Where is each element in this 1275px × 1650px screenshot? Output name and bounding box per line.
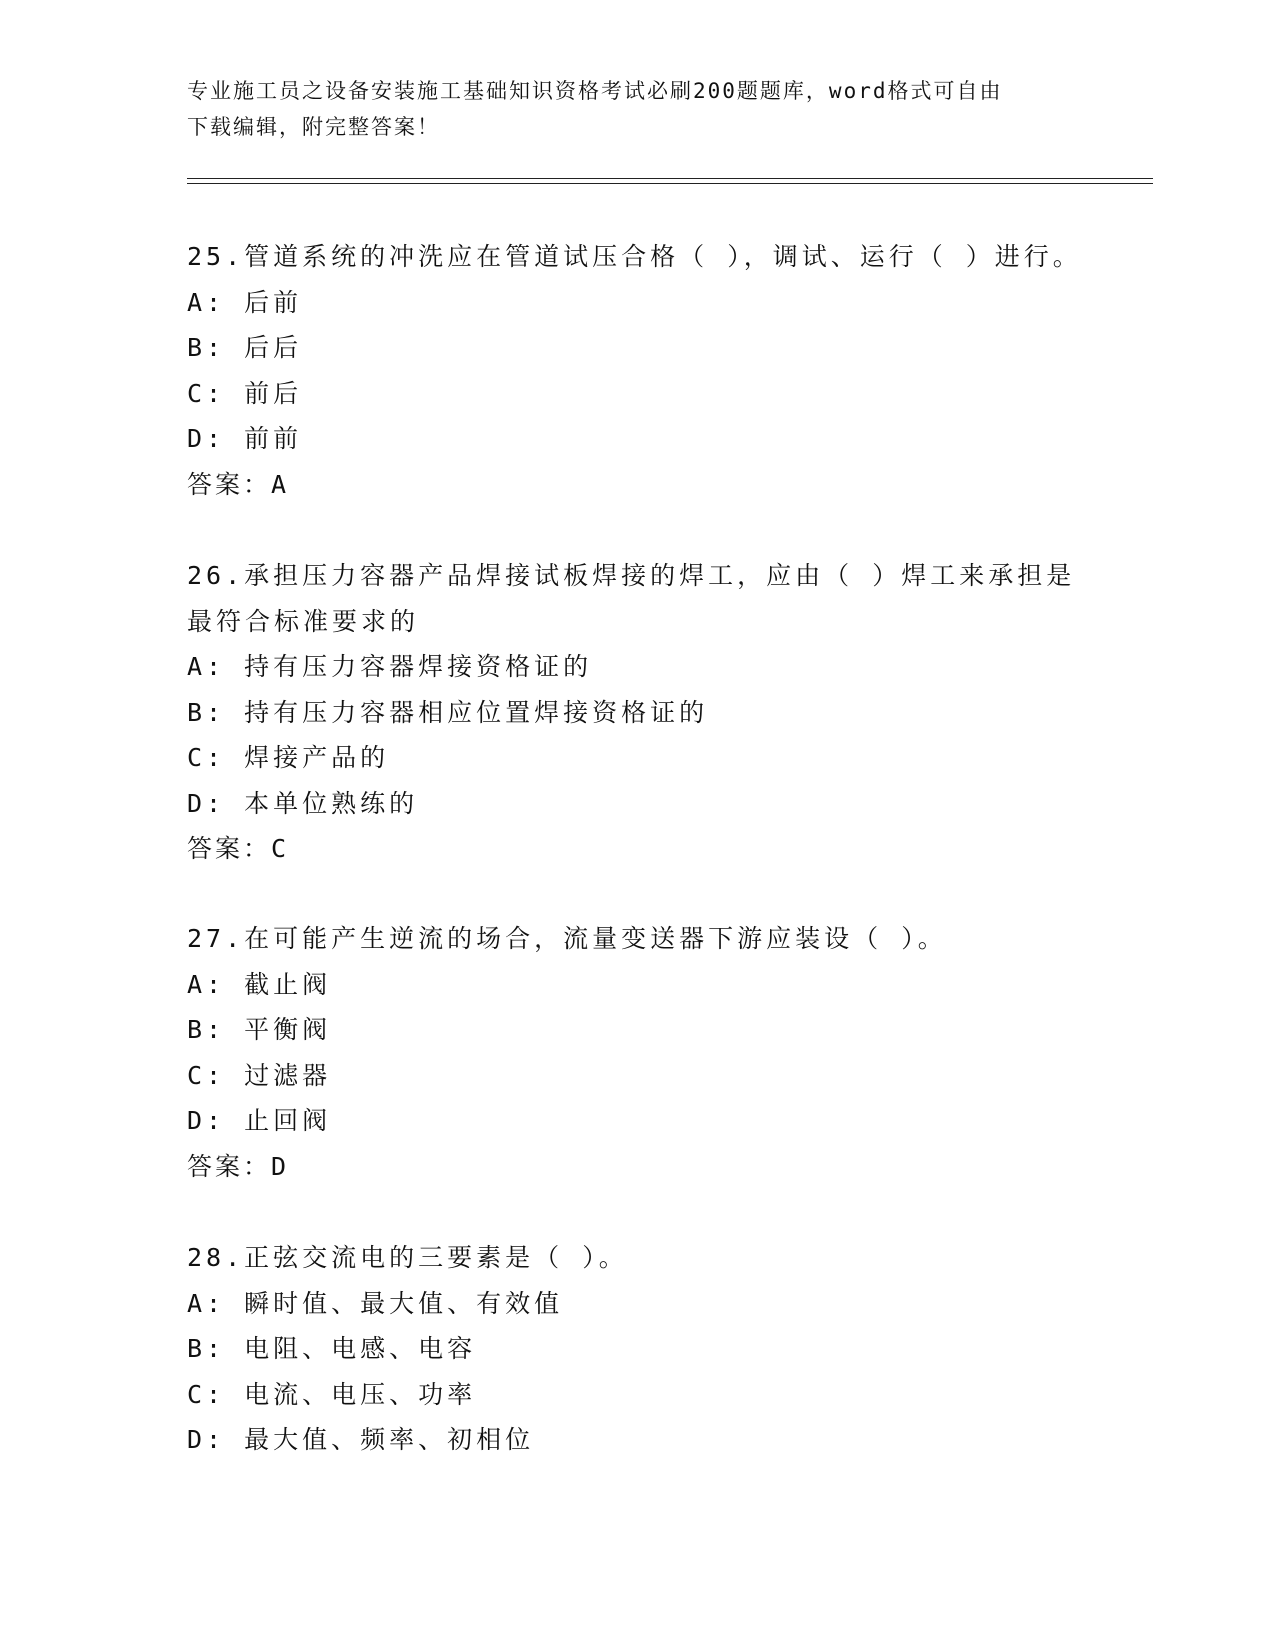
header-rule-bottom	[187, 183, 1153, 184]
option-b: B: 电阻、电感、电容	[187, 1334, 477, 1363]
question-text: 28.正弦交流电的三要素是（ ）。	[187, 1243, 628, 1272]
option-a: A: 持有压力容器焊接资格证的	[187, 652, 593, 681]
option-c: C: 焊接产品的	[187, 743, 390, 772]
option-b: B: 后后	[187, 333, 303, 362]
option-c: C: 过滤器	[187, 1060, 332, 1090]
question-text: 25.管道系统的冲洗应在管道试压合格（ ），调试、运行（ ）进行。	[187, 242, 1082, 271]
question-25	[187, 234, 1087, 507]
option-d: D: 最大值、频率、初相位	[187, 1425, 535, 1454]
option-b: B: 平衡阀	[187, 1015, 332, 1044]
question-text: 27.在可能产生逆流的场合，流量变送器下游应装设（ ）。	[187, 924, 947, 953]
header-rule-top	[187, 178, 1153, 179]
option-a: A: 后前	[187, 287, 303, 317]
option-c: C: 前后	[187, 378, 303, 408]
header-line-2: 下载编辑，附完整答案！	[187, 115, 440, 139]
option-a: A: 截止阀	[187, 969, 332, 999]
option-c: C: 电流、电压、功率	[187, 1379, 477, 1409]
document-header	[187, 73, 1087, 145]
question-26	[187, 553, 1087, 872]
answer: 答案：D	[187, 1151, 290, 1181]
option-b: B: 持有压力容器相应位置焊接资格证的	[187, 697, 709, 727]
question-27	[187, 916, 1087, 1189]
option-a: A: 瞬时值、最大值、有效值	[187, 1288, 564, 1318]
option-d: D: 前前	[187, 424, 303, 453]
question-text: 26.承担压力容器产品焊接试板焊接的焊工，应由（ ）焊工来承担是最符合标准要求的	[187, 561, 1076, 636]
header-line-1: 专业施工员之设备安装施工基础知识资格考试必刷200题题库，word格式可自由	[187, 79, 1003, 103]
answer: 答案：C	[187, 834, 290, 863]
answer: 答案：A	[187, 469, 290, 499]
option-d: D: 本单位熟练的	[187, 788, 419, 818]
question-28	[187, 1235, 1087, 1463]
option-d: D: 止回阀	[187, 1106, 332, 1135]
